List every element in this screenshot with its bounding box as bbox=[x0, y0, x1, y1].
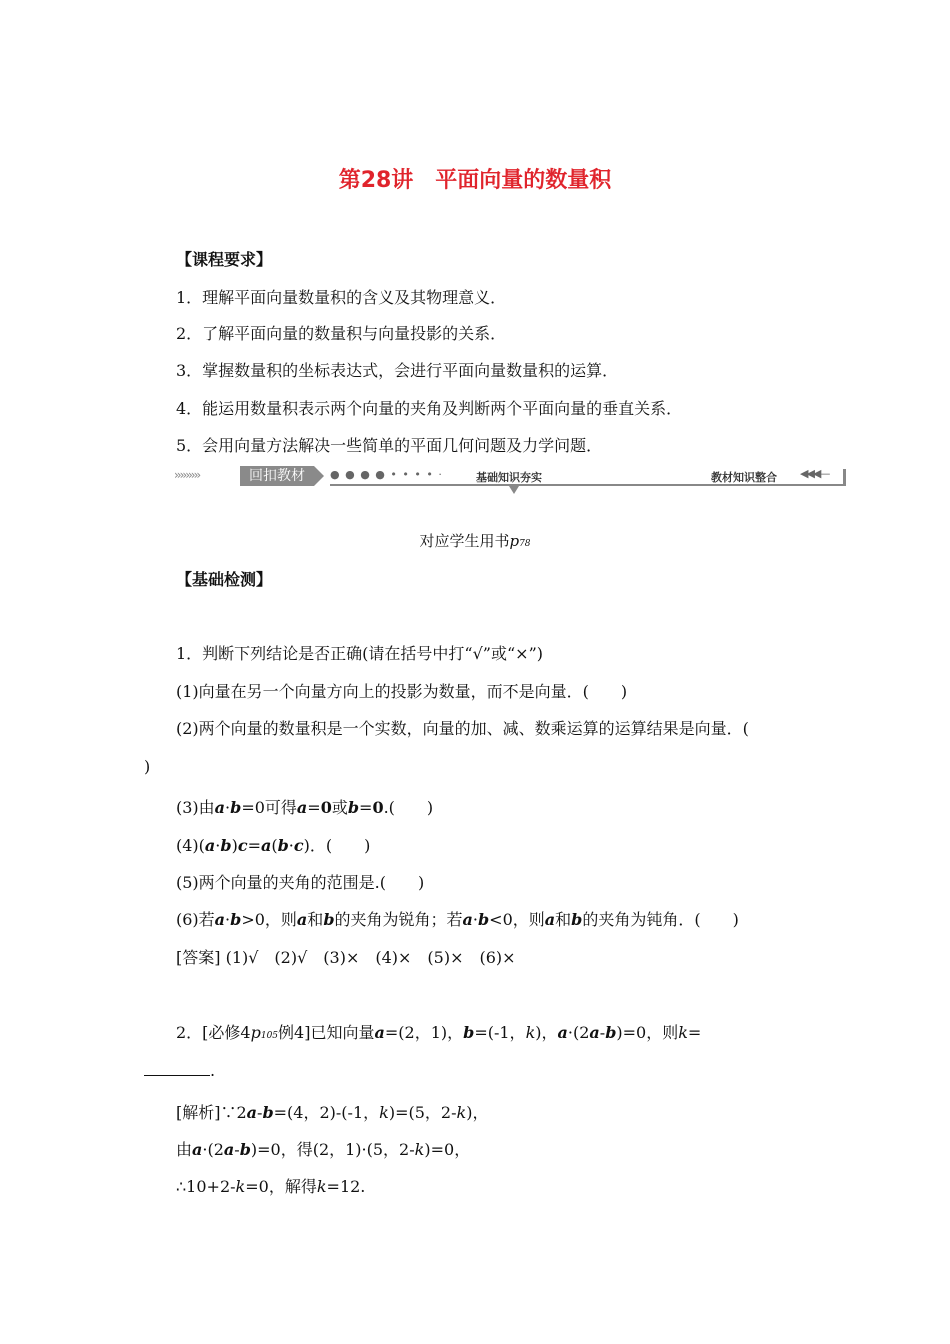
requirement-item-2: 2．了解平面向量的数量积与向量投影的关系． bbox=[176, 324, 507, 343]
banner-right-label: 教材知识整合 bbox=[711, 471, 777, 484]
q1-statement-2: (2)两个向量的数量积是一个实数，向量的加、减、数乘运算的运算结果是向量．( bbox=[176, 719, 749, 738]
requirement-item-5: 5．会用向量方法解决一些简单的平面几何问题及力学问题． bbox=[176, 436, 603, 455]
banner-middle-label: 基础知识夯实 bbox=[476, 471, 542, 484]
arrows-left-icon: ◀◀◀— bbox=[800, 467, 829, 480]
requirement-item-1: 1．理解平面向量数量积的含义及其物理意义． bbox=[176, 288, 507, 307]
q1-statement-3: (3)由a·b=0可得a=0或b=0.( ) bbox=[176, 798, 434, 817]
banner-tab: 回扣教材 bbox=[240, 466, 314, 486]
q1-statement-1: (1)向量在另一个向量方向上的投影为数量，而不是向量．( ) bbox=[176, 682, 628, 701]
student-book-reference: 对应学生用书p78 bbox=[419, 532, 531, 550]
q1-stem: 1．判断下列结论是否正确(请在括号中打“√”或“×”) bbox=[176, 644, 543, 663]
q2-solution-line-2: 由a·(2a-b)=0，得(2，1)·(5，2-k)=0， bbox=[176, 1140, 471, 1159]
chevrons-icon: ››››››››› bbox=[174, 468, 200, 482]
q1-statement-5: (5)两个向量的夹角的范围是.( ) bbox=[176, 873, 425, 892]
dots-icon: ● ● ● ● • • • • · bbox=[330, 468, 443, 481]
q1-answer: [答案] (1)√ (2)√ (3)× (4)× (5)× (6)× bbox=[176, 948, 516, 967]
q2-solution-line-1: [解析]∵2a-b=(4，2)-(-1，k)=(5，2-k)， bbox=[176, 1103, 489, 1122]
page-title: 第28讲 平面向量的数量积 bbox=[338, 168, 612, 193]
tab-arrow-icon bbox=[314, 466, 324, 486]
q2-solution-line-3: ∴10+2-k=0，解得k=12. bbox=[176, 1177, 366, 1196]
triangle-down-icon bbox=[509, 486, 519, 494]
requirement-item-3: 3．掌握数量积的坐标表达式，会进行平面向量数量积的运算． bbox=[176, 361, 619, 380]
section-banner bbox=[174, 465, 846, 487]
q2-stem: 2．[必修4p105例4]已知向量a=(2，1)，b=(-1，k)，a·(2a-b)=0，则k= bbox=[176, 1023, 702, 1042]
q1-statement-2-cont: ) bbox=[144, 757, 151, 776]
requirement-item-4: 4．能运用数量积表示两个向量的夹角及判断两个平面向量的垂直关系． bbox=[176, 399, 683, 418]
q1-statement-6: (6)若a·b>0，则a和b的夹角为锐角；若a·b<0，则a和b的夹角为钝角．( ) bbox=[176, 910, 739, 929]
q2-answer-blank: . bbox=[144, 1061, 215, 1080]
requirements-heading: 【课程要求】 bbox=[176, 250, 273, 269]
q1-statement-4: (4)(a·b)c=a(b·c)．( ) bbox=[176, 836, 371, 855]
basic-test-heading: 【基础检测】 bbox=[176, 570, 273, 589]
banner-end-bar bbox=[843, 469, 846, 486]
blank-line bbox=[144, 1061, 210, 1076]
